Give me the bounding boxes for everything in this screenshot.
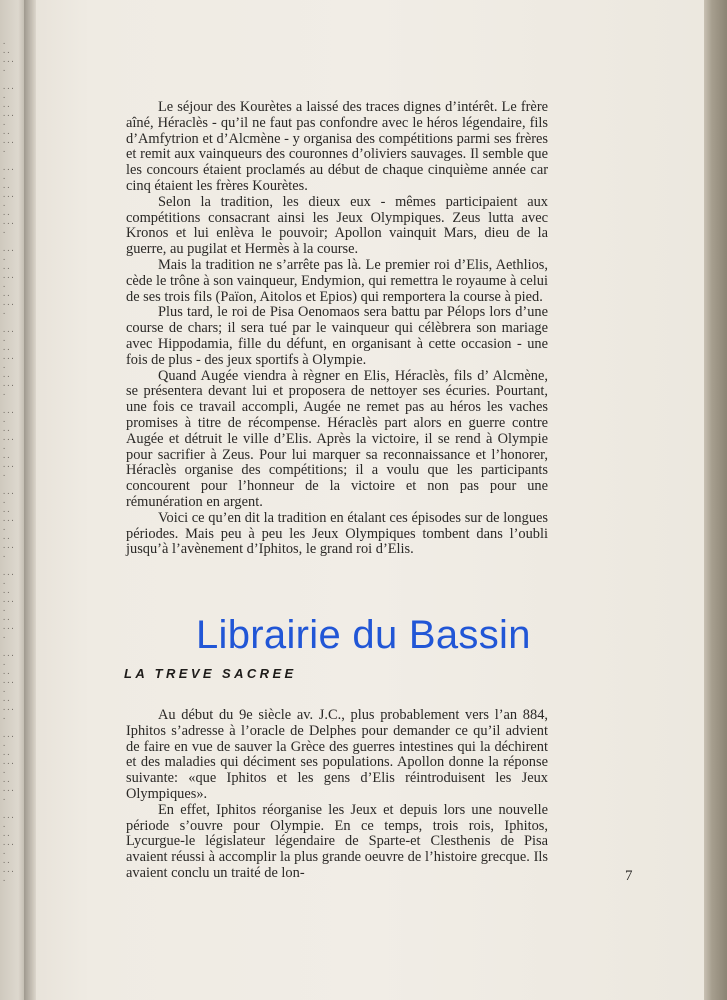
paragraph: Selon la tradition, les dieux eux - mêmes participaient aux compétitions consacrant ainsi les Jeux Olympiques. Zeus lutta avec Kronos et lui enlèva le pouvoir; Apollon vainquit Mars, dieu de la guerre, au pugilat et Hermès à la course. — [126, 193, 548, 258]
seller-watermark: Librairie du Bassin — [196, 613, 531, 657]
paragraph: Mais la tradition ne s’arrête pas là. Le premier roi d’Elis, Aethlios, cède le trône à son vainqueur, Endymion, qui remettra le royaume à celui de ses trois fils (Païon, Aitolos et Epios) qui remportera la course à pied. — [126, 256, 548, 305]
paragraph: Quand Augée viendra à règner en Elis, Héraclès, fils d’ Alcmène, se présentera devant lui et proposera de nettoyer ses écuries. Pourtant, une fois ce travail accompli, Augée ne remet pas au héros les vaches promises à titre de récompense. Héraclès part alors en guerre contre Augée et détruit le ville d’Elis. Après la victoire, il se rend à Olympie pour sacrifier à Zeus. Pour lui marquer sa reconnaissance et l’honorer, Héraclès organise des compétitions; il a voulu que les participants concourent pour l’honneur de la victoire et non pas pour une rémunération en argent. — [126, 367, 548, 510]
facing-page-text: · ·· ··· · ··· · ·· ··· · ·· ··· · ··· · ·· ··· · ·· ··· · ··· · ·· ··· · ·· ··· · ··· · ·· ··· · ·· ··· · ··· · ·· ··· · ·· ··· · ··· · ·· ··· · ·· ··· · ··· · ·· ··· · ·· ··· · ··· · ·· ··· · ·· ··· · ··· · ·· ··· · ·· ··· · ··· · ·· ··· · ·· ··· · — [2, 40, 15, 885]
body-text — [126, 100, 548, 558]
paragraph: Le séjour des Kourètes a laissé des traces dignes d’intérêt. Le frère aîné, Héraclès - qu’il ne faut pas confondre avec le héros légendaire, fils d’Amfytrion et d’Alcmène - y organisa des compétitions parmi ses frères et remit aux vainqueurs des couronnes d’oliviers sauvages. Il semble que les concours étaient proclamés au début de chaque cinquième année car cinq étaient les frères Kourètes. — [126, 99, 548, 194]
paragraph: En effet, Iphitos réorganise les Jeux et depuis lors une nouvelle période s’ouvre pour Olympie. En ce temps, trois rois, Iphitos, Lycurgue-le législateur légendaire de Sparte-et Clesthenis de Pisa avaient réussi à accomplir la plus grande oeuvre de l’histoire grecque. Ils avaient conclu un traité de lon- — [126, 801, 548, 881]
section-text — [126, 708, 548, 882]
section-heading: LA TREVE SACREE — [124, 666, 297, 681]
facing-page — [0, 0, 26, 1000]
paragraph: Plus tard, le roi de Pisa Oenomaos sera battu par Pélops lors d’une course de chars; il sera tué par le vainqueur qui célèbrera son mariage avec Hippodamia, fille du défunt, en organisant à cette occasion - une fois de plus - des jeux sportifs à Olympie. — [126, 304, 548, 368]
paragraph: Voici ce qu’en dit la tradition en étalant ces épisodes sur de longues périodes. Mais peu à peu les Jeux Olympiques tombent dans l’oubli jusqu’à l’avènement d’Iphitos, le grand roi d’Elis. — [126, 509, 548, 558]
page-number: 7 — [625, 868, 633, 884]
paragraph: Au début du 9e siècle av. J.C., plus probablement vers l’an 884, Iphitos s’adresse à l’oracle de Delphes pour demander ce qu’il advient de faire en vue de sauver la Grèce des guerres intestines qui la déchirent et des maladies qui déciment ses populations. Apollon donne la réponse suivante: «que Iphitos et les gens d’Elis réintroduisent les Jeux Olympiques». — [126, 707, 548, 802]
page-edge — [704, 0, 727, 1000]
